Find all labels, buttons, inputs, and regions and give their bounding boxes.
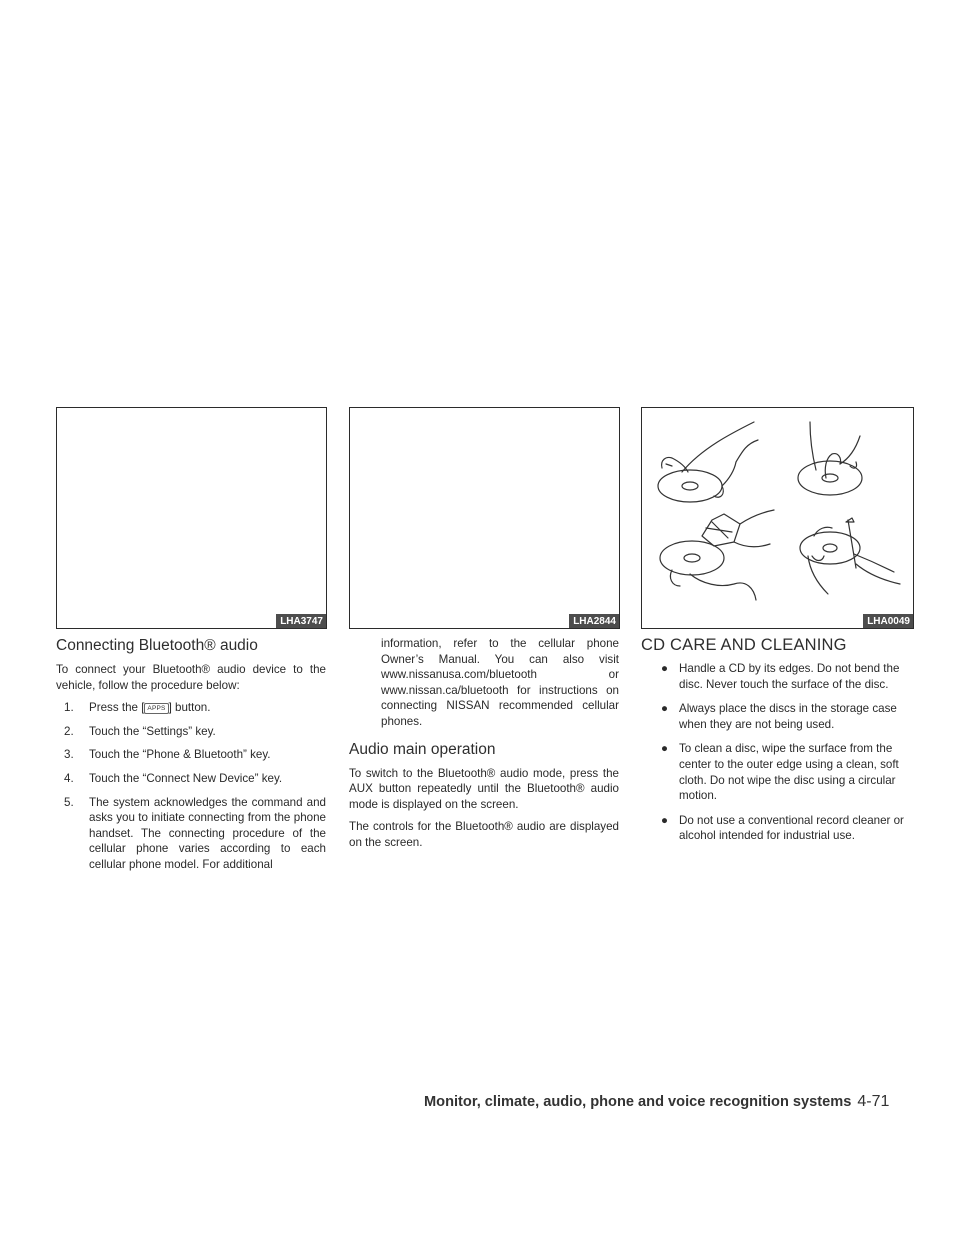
paragraph: The controls for the Bluetooth® audio are displayed on the screen.	[349, 820, 619, 849]
step-item: 4. Touch the “Connect New Device” key.	[64, 771, 283, 785]
page-number: 4-71	[857, 1093, 890, 1110]
disc-finger-center	[798, 422, 862, 495]
figure-lha3747	[56, 407, 327, 629]
step-continuation: information, refer to the cellular phone Owner’s Manual. You can also visit www.nissanusa.com/bluetooth or www.nissan.ca/bluetooth for instructions on connecting NISSAN recommended cellular phones.	[381, 637, 619, 728]
column-left	[56, 636, 326, 881]
section-title: Monitor, climate, audio, phone and voice recognition systems	[424, 1094, 852, 1110]
paragraph: To switch to the Bluetooth® audio mode, press the AUX button repeatedly until the Bluetooth® audio mode is displayed on the screen.	[349, 766, 619, 811]
intro-paragraph: To connect your Bluetooth® audio device to the vehicle, follow the procedure below:	[56, 663, 326, 692]
step-item: 5. The system acknowledges the command and asks you to initiate connecting from the phone handset. The connecting procedure of the cellular phone varies according to each cellular phone model. For additional	[64, 795, 326, 871]
list-item: ● Do not use a conventional record cleaner or alcohol intended for industrial use.	[661, 813, 904, 843]
section-heading: Audio main operation	[349, 740, 496, 758]
cd-handling-illustration	[642, 408, 913, 628]
step-item: 1. Press the [ APPS ] button.	[64, 701, 211, 715]
list-item: ● Handle a CD by its edges. Do not bend the disc. Never touch the surface of the disc.	[661, 662, 900, 691]
figure-label: LHA3747	[276, 614, 326, 628]
page-footer	[424, 1093, 889, 1111]
disc-wiping-cloth	[660, 510, 774, 600]
section-heading: CD CARE AND CLEANING	[641, 636, 847, 654]
figure-label: LHA2844	[569, 614, 619, 628]
disc-held-by-edges	[658, 422, 758, 502]
cd-care-list	[641, 661, 915, 844]
list-item: ● To clean a disc, wipe the surface from the center to the outer edge using a clean, soft cloth. Do not wipe the disc using a circular motion.	[661, 742, 899, 803]
figure-lha2844	[349, 407, 620, 629]
column-middle	[349, 636, 619, 858]
figure-lha0049	[641, 407, 914, 629]
column-right	[641, 636, 915, 853]
list-item: ● Always place the discs in the storage case when they are not being used.	[661, 702, 897, 731]
apps-button-icon: APPS	[144, 703, 168, 714]
step-item: 2. Touch the “Settings” key.	[64, 724, 216, 738]
step-item: 3. Touch the “Phone & Bluetooth” key.	[64, 748, 271, 762]
procedure-steps	[56, 700, 326, 872]
section-heading: Connecting Bluetooth® audio	[56, 637, 258, 654]
disc-two-hands	[800, 518, 900, 594]
figure-label: LHA0049	[863, 614, 913, 628]
